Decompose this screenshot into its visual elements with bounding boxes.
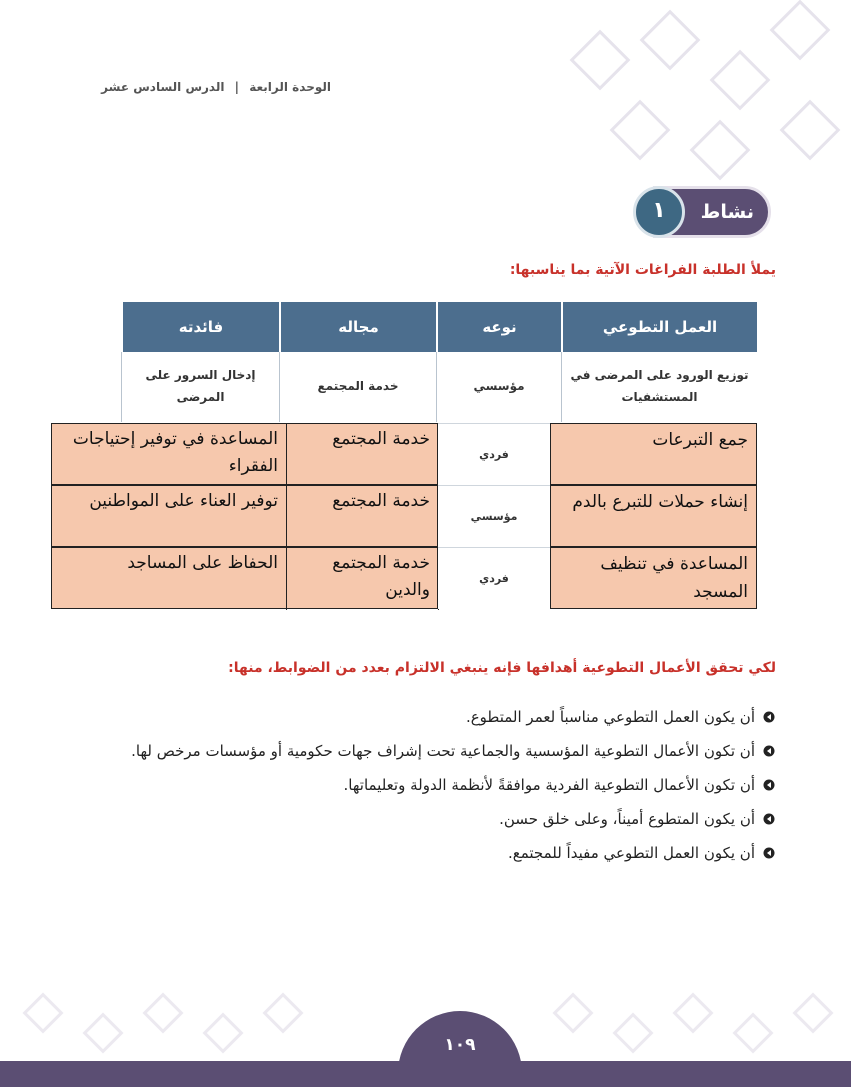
table-header-row: [121, 302, 757, 352]
rule-text: أن تكون الأعمال التطوعية الفردية موافقةً لأنظمة الدولة وتعليماتها.: [343, 776, 755, 794]
list-item: [95, 734, 775, 768]
domain-answer: خدمة المجتمع والدين: [286, 548, 439, 610]
example-benefit: إدخال السرور على المرضى: [121, 352, 279, 422]
table-example-row: [121, 352, 757, 422]
bullet-icon: [763, 779, 775, 791]
header-type: نوعه: [436, 302, 561, 352]
rule-text: أن تكون الأعمال التطوعية المؤسسية والجماعية تحت إشراف جهات حكومية أو مؤسسات مرخص لها.: [131, 742, 755, 760]
header-separator: |: [234, 80, 240, 94]
page-header: [101, 80, 331, 94]
type-cell: فردي: [438, 547, 550, 609]
benefit-answer: المساعدة في توفير إحتياجات الفقراء: [72, 429, 278, 476]
benefit-answer: توفير العناء على المواطنين: [89, 491, 278, 511]
table-row: [51, 423, 757, 485]
work-answer-cell[interactable]: [550, 485, 757, 547]
bullet-icon: [763, 847, 775, 859]
table-row: [51, 485, 757, 547]
work-answer: المساعدة في تنظيف المسجد: [600, 554, 748, 602]
header-domain: مجاله: [279, 302, 436, 352]
decorative-pattern: [500, 0, 851, 190]
type-cell: فردي: [438, 423, 550, 485]
answer-left-cell[interactable]: [51, 485, 438, 547]
type-cell: مؤسسي: [438, 485, 550, 547]
page-number: ١٠٩: [444, 1035, 476, 1055]
bullet-icon: [763, 813, 775, 825]
example-work: توزيع الورود على المرضى في المستشفيات: [561, 352, 757, 422]
answer-rows: [51, 423, 757, 617]
rule-text: أن يكون العمل التطوعي مناسباً لعمر المتطوع.: [465, 708, 755, 726]
answer-left-cell[interactable]: [51, 423, 438, 485]
activity-label: نشاط: [700, 201, 754, 223]
lesson-label: الدرس السادس عشر: [101, 80, 225, 94]
list-item: [95, 700, 775, 734]
list-item: [95, 802, 775, 836]
volunteer-table: [121, 302, 757, 422]
activity-instruction: يملأ الطلبة الفراغات الآتية بما يناسبها:: [509, 262, 776, 278]
domain-answer: خدمة المجتمع: [286, 486, 439, 548]
work-answer: إنشاء حملات للتبرع بالدم: [572, 492, 748, 512]
rules-list: [95, 700, 775, 870]
work-answer: جمع التبرعات: [652, 430, 748, 450]
table-row: [51, 547, 757, 609]
bullet-icon: [763, 745, 775, 757]
work-answer-cell[interactable]: [550, 547, 757, 609]
list-item: [95, 836, 775, 870]
example-type: مؤسسي: [436, 352, 561, 422]
rule-text: أن يكون المتطوع أميناً، وعلى خلق حسن.: [499, 810, 755, 828]
rules-title: لكي تحقق الأعمال التطوعية أهدافها فإنه ينبغي الالتزام بعدد من الضوابط، منها:: [228, 660, 776, 676]
bullet-icon: [763, 711, 775, 723]
header-work: العمل التطوعي: [561, 302, 757, 352]
benefit-answer: الحفاظ على المساجد: [127, 553, 278, 573]
list-item: [95, 768, 775, 802]
answer-left-cell[interactable]: [51, 547, 438, 609]
work-answer-cell[interactable]: [550, 423, 757, 485]
example-domain: خدمة المجتمع: [279, 352, 436, 422]
header-benefit: فائدته: [121, 302, 279, 352]
activity-number: ١: [633, 186, 685, 238]
unit-label: الوحدة الرابعة: [249, 80, 331, 94]
rule-text: أن يكون العمل التطوعي مفيداً للمجتمع.: [507, 844, 755, 862]
activity-badge: [633, 186, 771, 238]
domain-answer: خدمة المجتمع: [286, 424, 439, 486]
